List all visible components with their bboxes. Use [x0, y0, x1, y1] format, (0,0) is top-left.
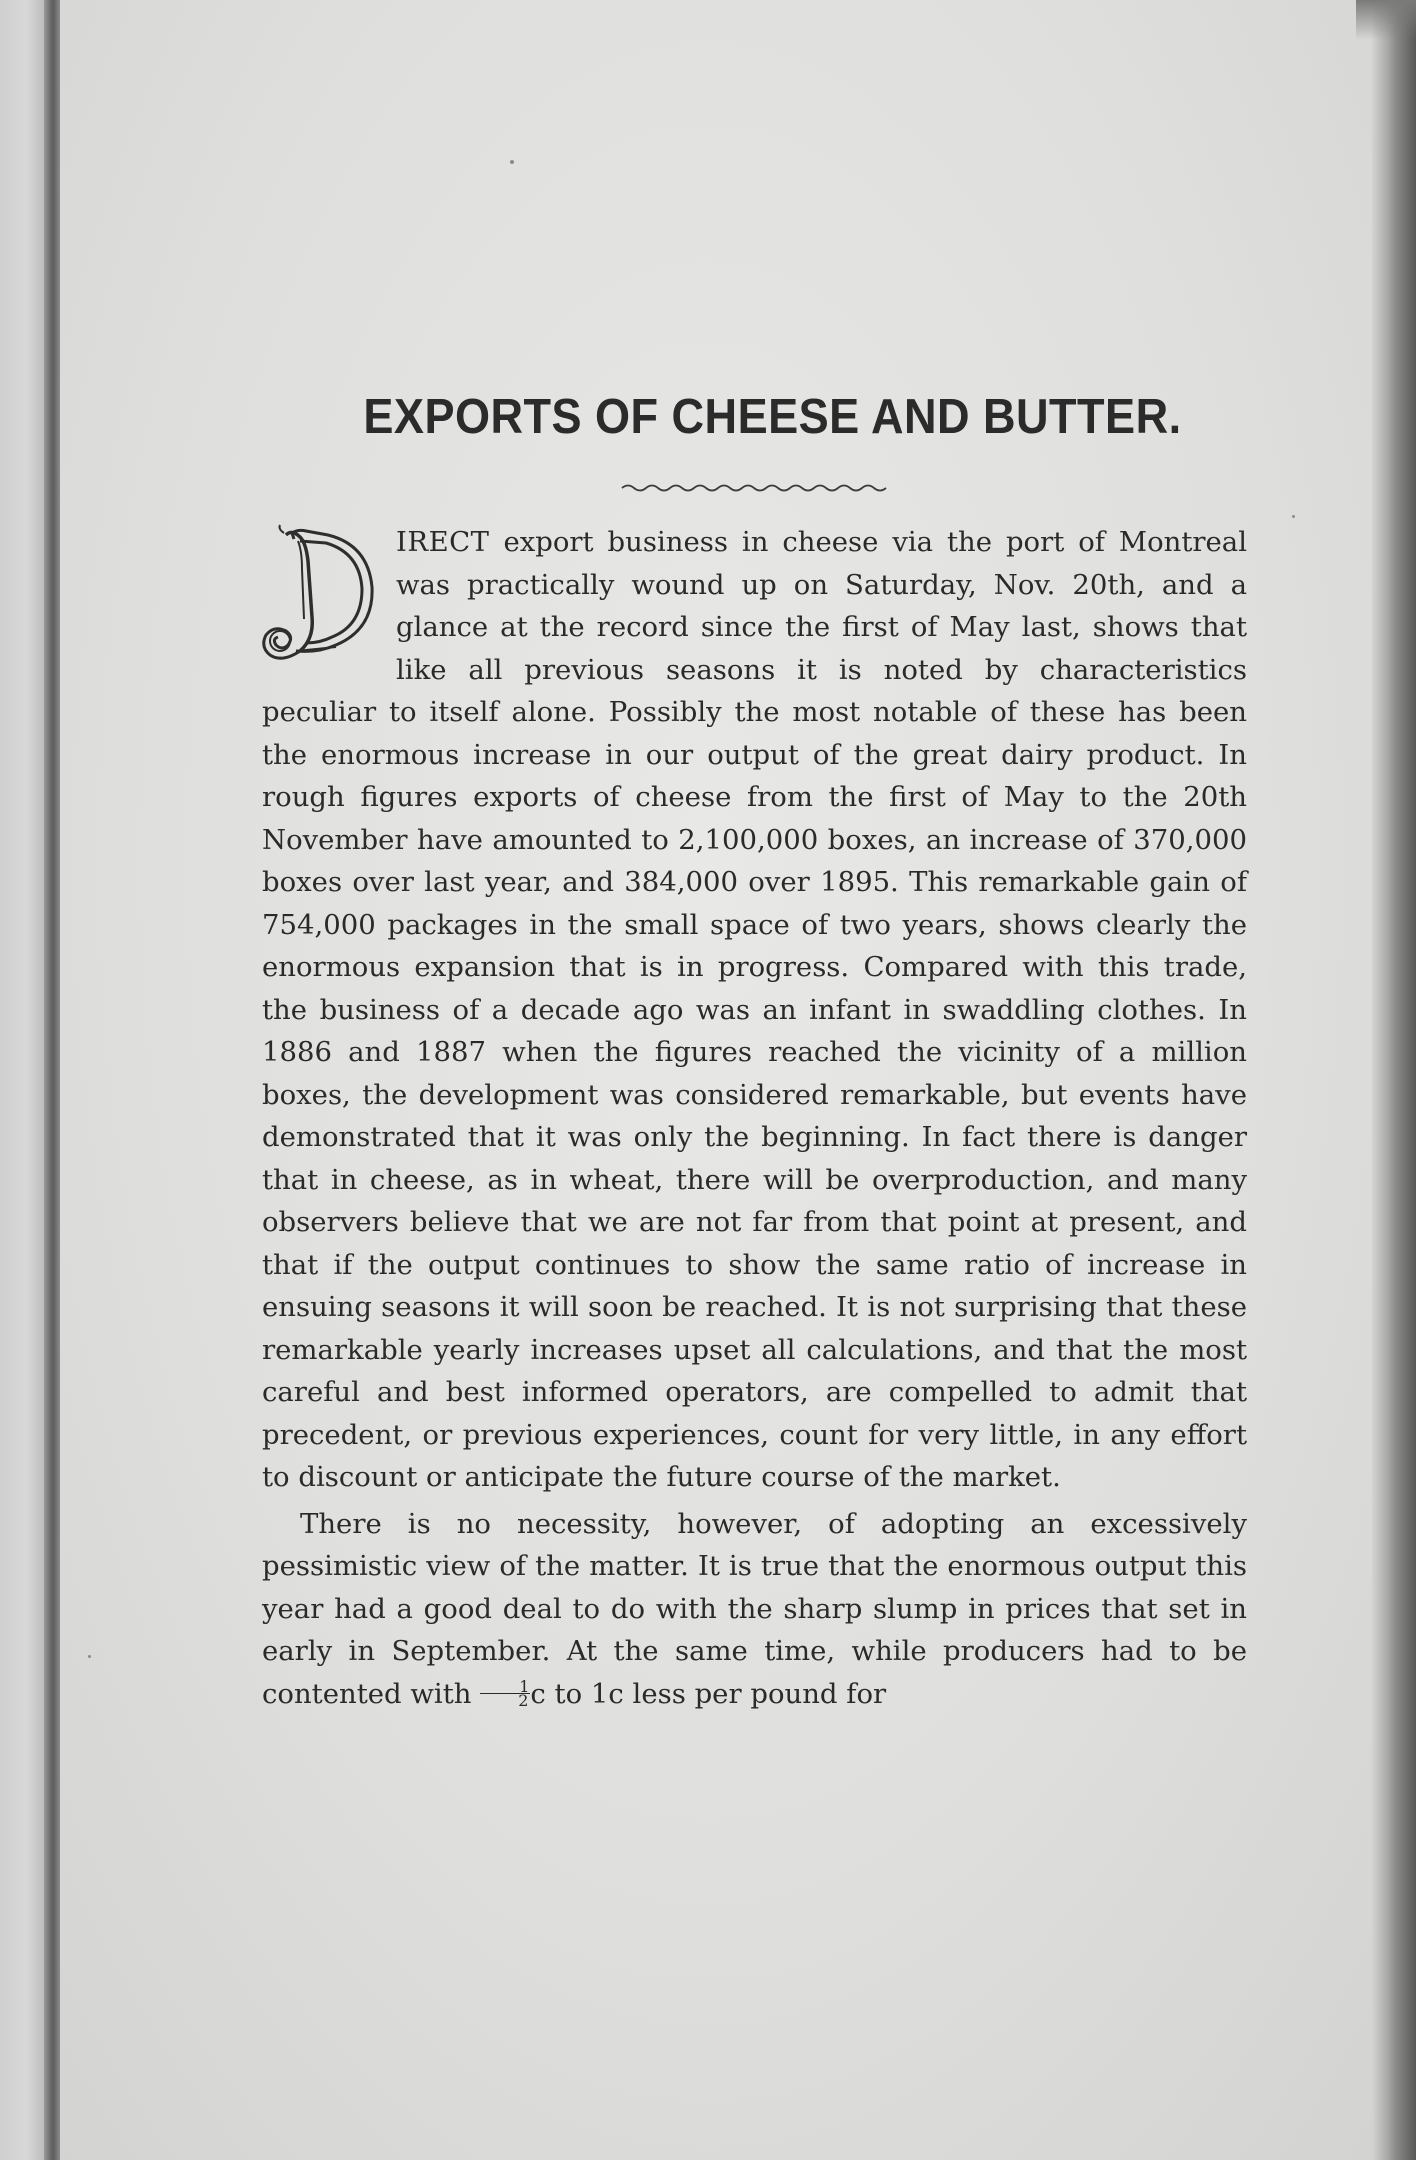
paper-speck: [510, 160, 514, 164]
document-page: [262, 385, 1247, 1715]
fraction-numerator: 1: [480, 1680, 530, 1694]
paragraph-2: [262, 1503, 1247, 1716]
dropcap-continuation: IRECT: [396, 526, 490, 558]
paragraph-1: [262, 521, 1247, 1499]
paragraph-2-text: There is no necessity, however, of adopting an excessively pessimistic view of the matter. It is true that the enormous output this year had a good deal to do with the sharp slump in prices that set in early in September. At the same time, while producers had to be contented with: [262, 1507, 1247, 1710]
fraction-denominator: 2: [518, 1690, 529, 1710]
ornamental-dropcap: [256, 521, 384, 671]
paragraph-1-text: export business in cheese via the port of Montreal was practically wound up on Saturday, Nov. 20th, and a glance at the record since the first of May last, shows that like all previous seasons it is noted by characteristics peculiar to itself alone. Possibly the most notable of these has been the enormous increase in our output of the great dairy product. In rough figures exports of cheese from the first of May to the 20th November have amounted to 2,100,000 boxes, an increase of 370,000 boxes over last year, and 384,000 over 1895. This remarkable gain of 754,000 packages in the small space of two years, shows clearly the enormous expansion that is in progress. Compared with this trade, the business of a decade ago was an infant in swaddling clothes. In 1886 and 1887 when the figures reached the vicinity of a million boxes, the development was considered remarkable, but events have demonstrated that it was only the beginning. In fact there is danger that in cheese, as in wheat, there will be overproduction, and many observers believe that we are not far from that point at present, and that if the output continues to show the same ratio of increase in ensuing seasons it will soon be reached. It is not surprising that these remarkable yearly increases upset all calculations, and that the most careful and best informed operators, are compelled to admit that precedent, or previous experiences, count for very little, in any effort to discount or anticipate the future course of the market.: [262, 526, 1247, 1493]
page-stack-edge: [1372, 0, 1416, 2160]
paragraph-2-tail: c to 1c less per pound for: [530, 1677, 887, 1710]
binding-margin: [0, 0, 44, 2160]
page-edge-shadow: [1356, 0, 1416, 40]
wavy-rule-ornament: [620, 479, 890, 495]
paper-speck: [1292, 515, 1295, 518]
article-body: [262, 521, 1247, 1715]
paper-speck: [88, 1655, 91, 1658]
book-binding: [44, 0, 60, 2160]
fraction-one-half: [480, 1676, 530, 1710]
article-title: EXPORTS OF CHEESE AND BUTTER.: [363, 390, 1182, 444]
dropcap-d-icon: [256, 521, 384, 671]
